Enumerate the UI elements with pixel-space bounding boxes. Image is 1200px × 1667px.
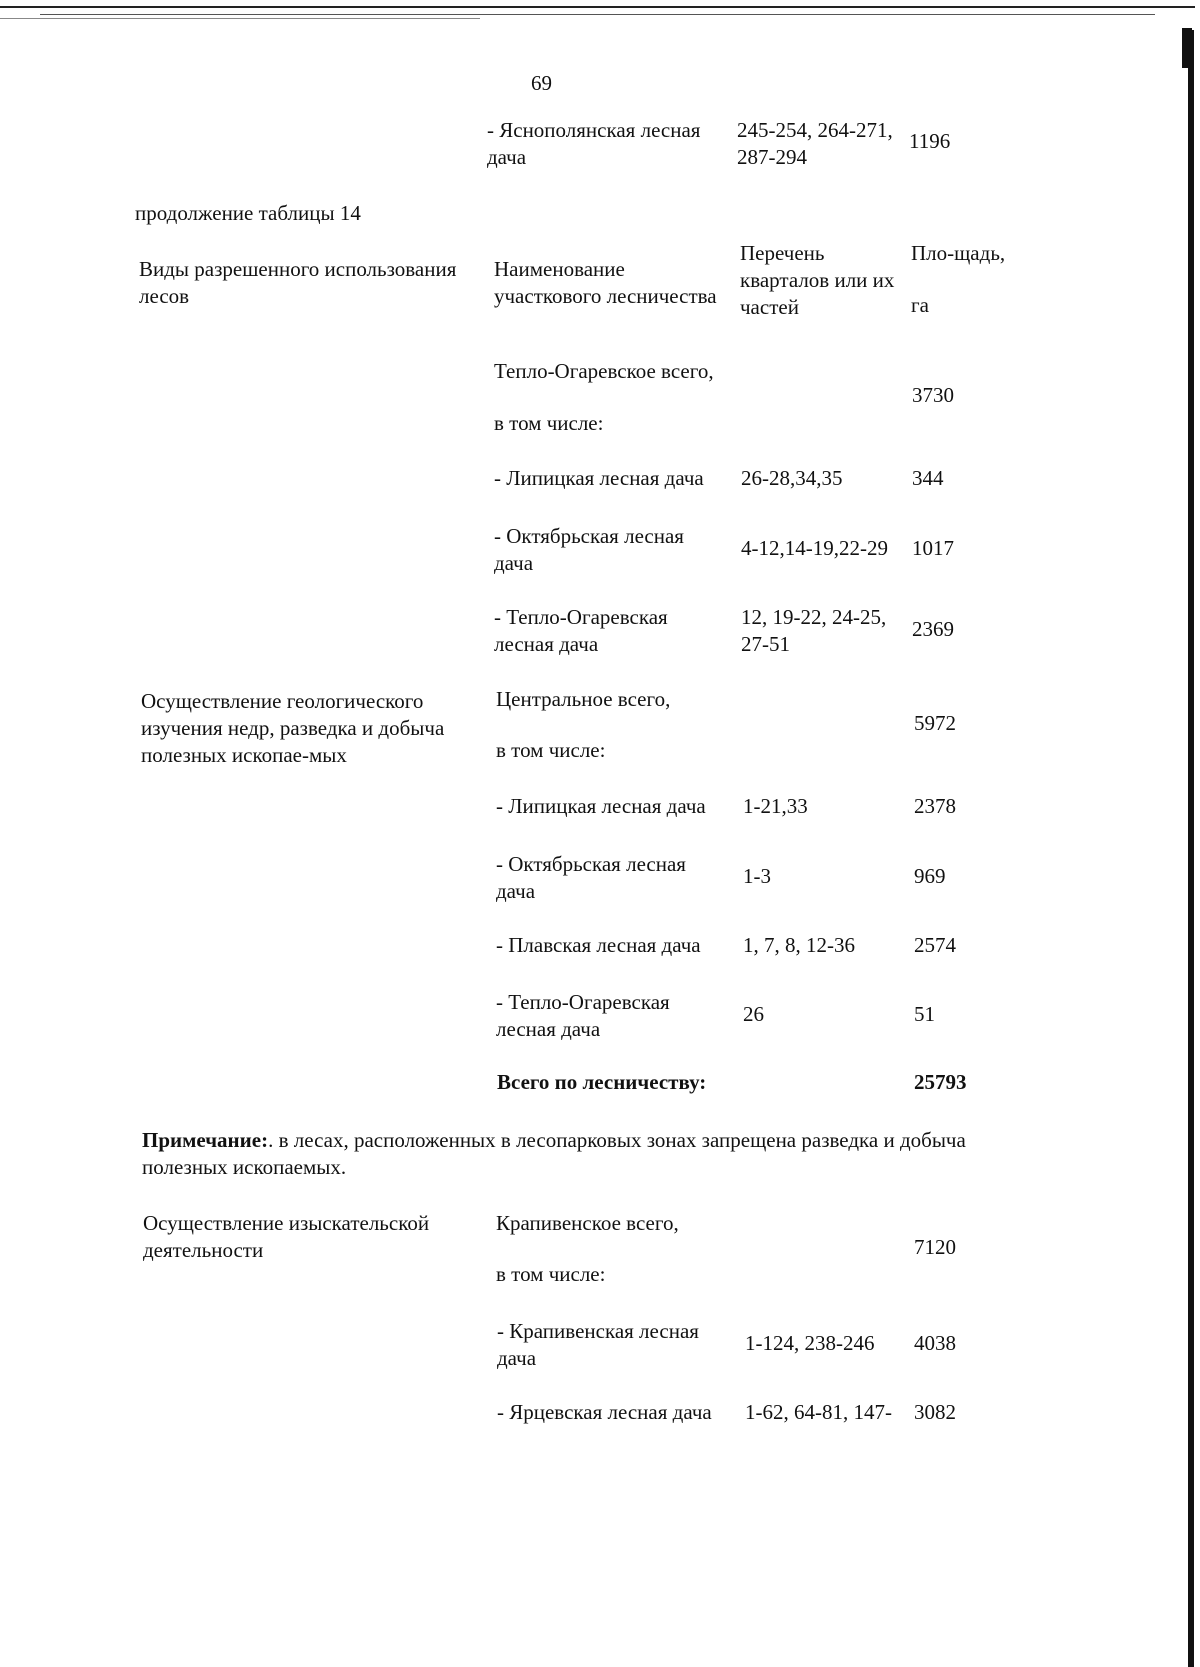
dacha-name: - Тепло-Огаревская лесная дача <box>494 605 668 656</box>
dacha-quarters: 1-21,33 <box>743 794 808 818</box>
dacha-quarters: 26 <box>743 1002 764 1026</box>
page-number: 69 <box>531 71 552 95</box>
dacha-name: - Липицкая лесная дача <box>494 466 704 490</box>
dacha-quarters: 1-62, 64-81, 147- <box>745 1400 892 1424</box>
scan-edge-bar <box>1188 30 1194 1667</box>
dacha-name: - Ярцевская лесная дача <box>497 1400 712 1424</box>
dacha-area: 51 <box>914 1002 935 1026</box>
dacha-quarters: 12, 19-22, 24-25, 27-51 <box>741 605 887 656</box>
carryover-area: 1196 <box>909 129 951 153</box>
dacha-area: 969 <box>914 864 946 888</box>
grand-total-area: 25793 <box>914 1070 967 1094</box>
dacha-name: - Липицкая лесная дача <box>496 794 706 818</box>
scan-edge-line <box>0 6 1195 8</box>
header-usage: Виды разрешенного использования лесов <box>139 257 457 308</box>
forestry-total-name: Крапивенское всего, <box>496 1211 679 1235</box>
dacha-name: - Тепло-Огаревская лесная дача <box>496 990 670 1041</box>
carryover-forestry-name: - Яснополянская лесная дача <box>487 118 701 169</box>
header-area-line2: га <box>911 293 929 317</box>
carryover-quarters: 245-254, 264-271, 287-294 <box>737 118 893 169</box>
note-text: . в лесах, расположенных в лесопарковых зонах запрещена разведка и добыча полезных ископаемых. <box>142 1128 966 1179</box>
dacha-quarters: 1-3 <box>743 864 771 888</box>
dacha-name: - Крапивенская лесная дача <box>497 1319 699 1370</box>
note-label: Примечание: <box>142 1128 269 1152</box>
including-label: в том числе: <box>496 738 606 762</box>
dacha-name: - Октябрьская лесная дача <box>494 524 684 575</box>
note-paragraph <box>142 1127 1022 1181</box>
dacha-name: - Октябрьская лесная дача <box>496 852 686 903</box>
usage-type: Осуществление изыскательской деятельности <box>143 1211 430 1262</box>
including-label: в том числе: <box>494 411 604 435</box>
dacha-area: 1017 <box>912 536 954 560</box>
dacha-quarters: 4-12,14-19,22-29 <box>741 536 888 560</box>
forestry-total-area: 5972 <box>914 711 956 735</box>
header-quarters: Перечень кварталов или их частей <box>740 241 895 319</box>
forestry-total-name: Тепло-Огаревское всего, <box>494 359 714 383</box>
dacha-quarters: 1, 7, 8, 12-36 <box>743 933 855 957</box>
dacha-area: 2378 <box>914 794 956 818</box>
header-area-line1: Пло-щадь, <box>911 241 1006 265</box>
dacha-name: - Плавская лесная дача <box>496 933 701 957</box>
forestry-total-area: 3730 <box>912 383 954 407</box>
dacha-quarters: 26-28,34,35 <box>741 466 843 490</box>
forestry-total-name: Центральное всего, <box>496 687 671 711</box>
dacha-area: 3082 <box>914 1400 956 1424</box>
scan-edge-line <box>40 14 1155 15</box>
forestry-total-area: 7120 <box>914 1235 956 1259</box>
dacha-area: 2369 <box>912 617 954 641</box>
dacha-area: 2574 <box>914 933 956 957</box>
header-forestry: Наименование участкового лесничества <box>494 257 717 308</box>
grand-total-label: Всего по лесничеству: <box>497 1070 707 1094</box>
dacha-area: 344 <box>912 466 944 490</box>
dacha-quarters: 1-124, 238-246 <box>745 1331 875 1355</box>
usage-type: Осуществление геологического изучения недр, разведка и добыча полезных ископае-мых <box>141 689 445 767</box>
dacha-area: 4038 <box>914 1331 956 1355</box>
including-label: в том числе: <box>496 1262 606 1286</box>
table-caption: продолжение таблицы 14 <box>135 201 361 225</box>
scan-edge-line <box>0 18 480 19</box>
